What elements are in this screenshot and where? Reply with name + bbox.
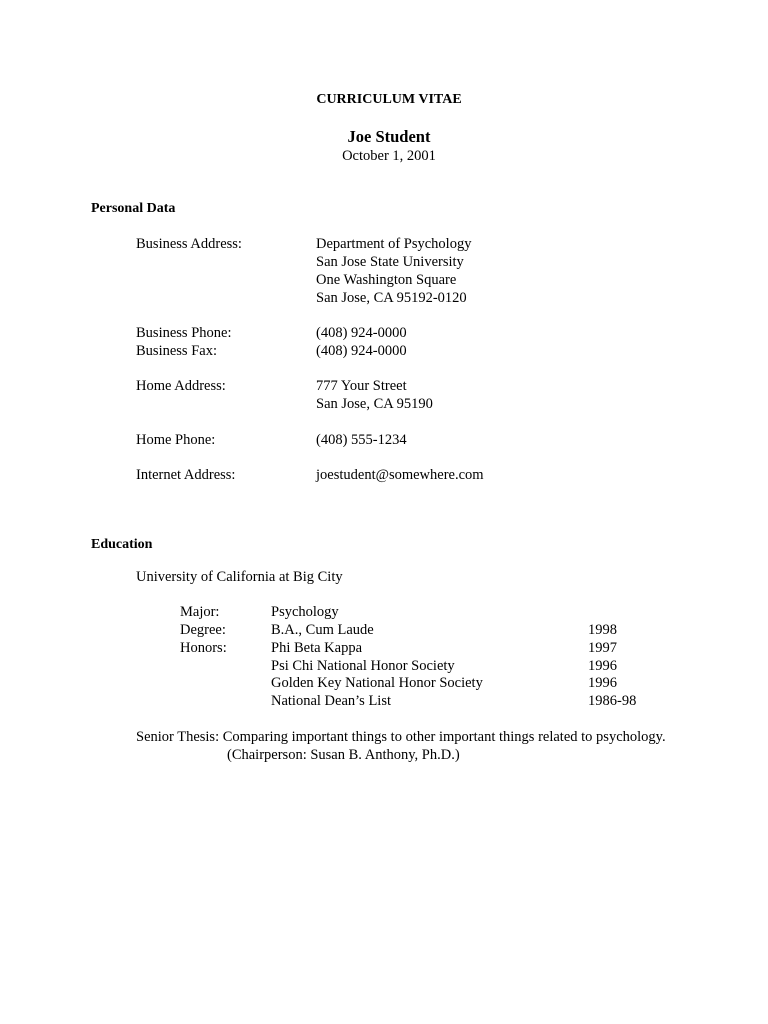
- degree-year: 1998: [588, 622, 617, 638]
- home-address-line: 777 Your Street: [316, 378, 407, 394]
- internet-address-label: Internet Address:: [136, 467, 236, 483]
- document-title: CURRICULUM VITAE: [316, 92, 462, 107]
- honor-year: 1997: [588, 640, 617, 656]
- internet-address: joestudent@somewhere.com: [316, 467, 484, 483]
- degree-value: B.A., Cum Laude: [271, 622, 374, 638]
- honor-name: National Dean’s List: [271, 693, 392, 709]
- honor-year: 1996: [588, 675, 617, 691]
- major-value: Psychology: [271, 604, 339, 620]
- home-phone: (408) 555-1234: [316, 432, 407, 448]
- business-fax: (408) 924-0000: [316, 343, 407, 359]
- home-address: [316, 377, 433, 413]
- honor-name: Phi Beta Kappa: [271, 640, 363, 656]
- senior-thesis: Senior Thesis: Comparing important things to other important things related to psychology.: [136, 729, 666, 745]
- personal-data-heading: Personal Data: [91, 201, 176, 216]
- home-address-line: San Jose, CA 95190: [316, 396, 433, 412]
- business-phone-label: Business Phone:: [136, 325, 232, 341]
- business-phone: (408) 924-0000: [316, 325, 407, 341]
- business-address-line: Department of Psychology: [316, 236, 472, 252]
- honor-name: Psi Chi National Honor Society: [271, 658, 455, 674]
- education-heading: Education: [91, 537, 153, 552]
- person-name: Joe Student: [347, 127, 431, 146]
- institution-name: University of California at Big City: [136, 569, 343, 585]
- honor-year: 1986-98: [588, 693, 637, 709]
- honors-label: Honors:: [180, 640, 227, 656]
- degree-label: Degree:: [180, 622, 226, 638]
- business-address-line: San Jose State University: [316, 254, 464, 270]
- business-address: [316, 235, 471, 307]
- major-label: Major:: [180, 604, 220, 620]
- thesis-chairperson: (Chairperson: Susan B. Anthony, Ph.D.): [227, 747, 460, 763]
- honor-name: Golden Key National Honor Society: [271, 675, 483, 691]
- home-address-label: Home Address:: [136, 378, 226, 394]
- business-address-label: Business Address:: [136, 236, 242, 252]
- business-address-line: San Jose, CA 95192-0120: [316, 290, 467, 306]
- business-address-line: One Washington Square: [316, 272, 457, 288]
- home-phone-label: Home Phone:: [136, 432, 216, 448]
- document-date: October 1, 2001: [342, 148, 436, 164]
- honor-year: 1996: [588, 658, 617, 674]
- business-fax-label: Business Fax:: [136, 343, 217, 359]
